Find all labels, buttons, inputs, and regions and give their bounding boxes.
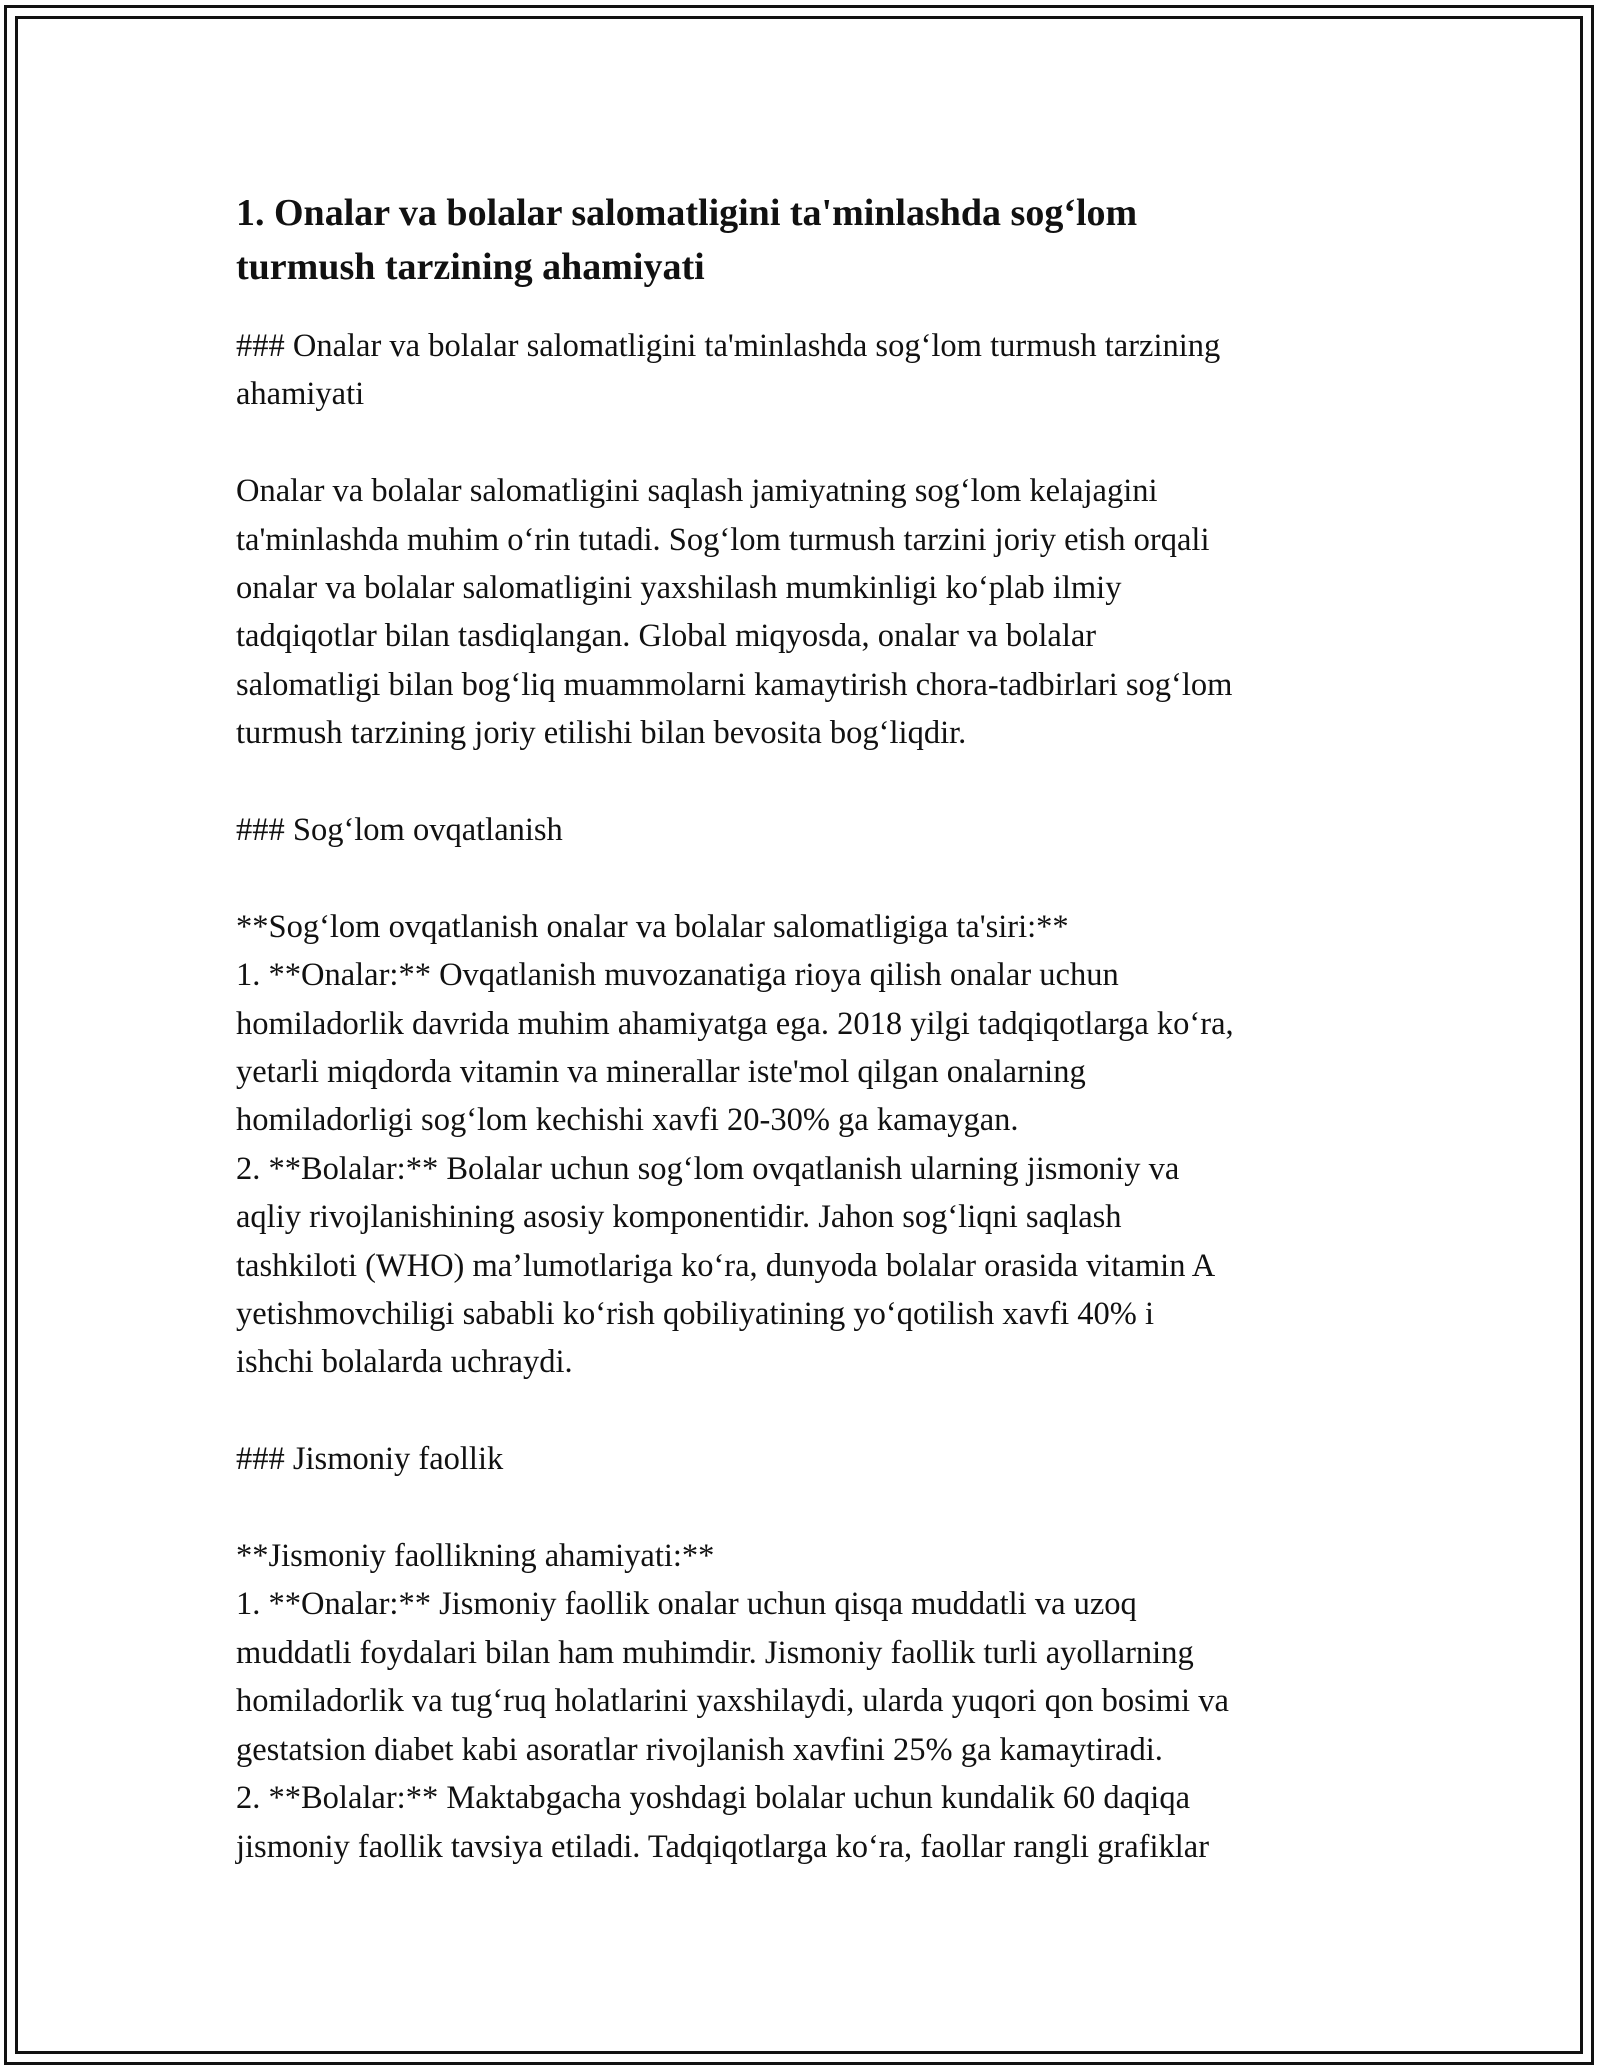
- text-line: 2. **Bolalar:** Maktabgacha yoshdagi bolalar uchun kundalik 60 daqiqa: [236, 1780, 1190, 1817]
- text-line: Onalar va bolalar salomatligini saqlash jamiyatning sog‘lom kelajagini: [236, 473, 1158, 510]
- text-line: ta'minlashda muhim o‘rin tutadi. Sog‘lom turmush tarzini joriy etish orqali: [236, 521, 1210, 558]
- intro-paragraph: [236, 467, 1376, 757]
- text-line: homiladorlik davrida muhim ahamiyatga ega. 2018 yilgi tadqiqotlarga ko‘ra,: [236, 1005, 1234, 1042]
- text-line: **Jismoniy faollikning ahamiyati:**: [236, 1538, 715, 1575]
- title-line: 1. Onalar va bolalar salomatligini ta'minlashda sog‘lom: [236, 192, 1138, 234]
- text-line: homiladorligi sog‘lom kechishi xavfi 20-30% ga kamaygan.: [236, 1102, 1019, 1139]
- title-line: turmush tarzining ahamiyati: [236, 246, 705, 288]
- text-line: 1. **Onalar:** Jismoniy faollik onalar uchun qisqa muddatli va uzoq: [236, 1586, 1137, 1623]
- text-line: yetarli miqdorda vitamin va minerallar iste'mol qilgan onalarning: [236, 1054, 1086, 1091]
- text-line: jismoniy faollik tavsiya etiladi. Tadqiqotlarga ko‘ra, faollar rangli grafiklar: [236, 1828, 1210, 1865]
- text-line: aqliy rivojlanishining asosiy komponentidir. Jahon sog‘liqni saqlash: [236, 1199, 1122, 1236]
- section-heading-main: [236, 322, 1376, 419]
- text-line: ahamiyati: [236, 376, 365, 413]
- text-line: tashkiloti (WHO) ma’lumotlariga ko‘ra, dunyoda bolalar orasida vitamin A: [236, 1247, 1216, 1284]
- text-line: 1. **Onalar:** Ovqatlanish muvozanatiga rioya qilish onalar uchun: [236, 957, 1119, 994]
- section-heading-nutrition: [236, 806, 1376, 854]
- text-line: ### Sog‘lom ovqatlanish: [236, 812, 563, 849]
- text-line: onalar va bolalar salomatligini yaxshilash mumkinligi ko‘plab ilmiy: [236, 570, 1122, 607]
- text-line: ### Jismoniy faollik: [236, 1441, 504, 1478]
- text-line: gestatsion diabet kabi asoratlar rivojlanish xavfini 25% ga kamaytiradi.: [236, 1731, 1163, 1768]
- text-line: **Sog‘lom ovqatlanish onalar va bolalar salomatligiga ta'siri:**: [236, 908, 1069, 945]
- section-heading-activity: [236, 1435, 1376, 1483]
- document-page: [236, 186, 1376, 1871]
- text-line: 2. **Bolalar:** Bolalar uchun sog‘lom ovqatlanish ularning jismoniy va: [236, 1150, 1180, 1187]
- text-line: homiladorlik va tug‘ruq holatlarini yaxshilaydi, ularda yuqori qon bosimi va: [236, 1683, 1229, 1720]
- document-title: [236, 186, 1376, 294]
- text-line: salomatligi bilan bog‘liq muammolarni kamaytirish chora-tadbirlari sog‘lom: [236, 666, 1233, 703]
- text-line: muddatli foydalari bilan ham muhimdir. Jismoniy faollik turli ayollarning: [236, 1634, 1194, 1671]
- text-line: ### Onalar va bolalar salomatligini ta'minlashda sog‘lom turmush tarzining: [236, 328, 1221, 364]
- text-line: ishchi bolalarda uchraydi.: [236, 1344, 573, 1381]
- text-line: tadqiqotlar bilan tasdiqlangan. Global miqyosda, onalar va bolalar: [236, 618, 1097, 655]
- text-line: yetishmovchiligi sababli ko‘rish qobiliyatining yo‘qotilish xavfi 40% i: [236, 1296, 1155, 1333]
- activity-section: [236, 1532, 1376, 1871]
- nutrition-section: [236, 903, 1376, 1387]
- text-line: turmush tarzining joriy etilishi bilan bevosita bog‘liqdir.: [236, 715, 967, 752]
